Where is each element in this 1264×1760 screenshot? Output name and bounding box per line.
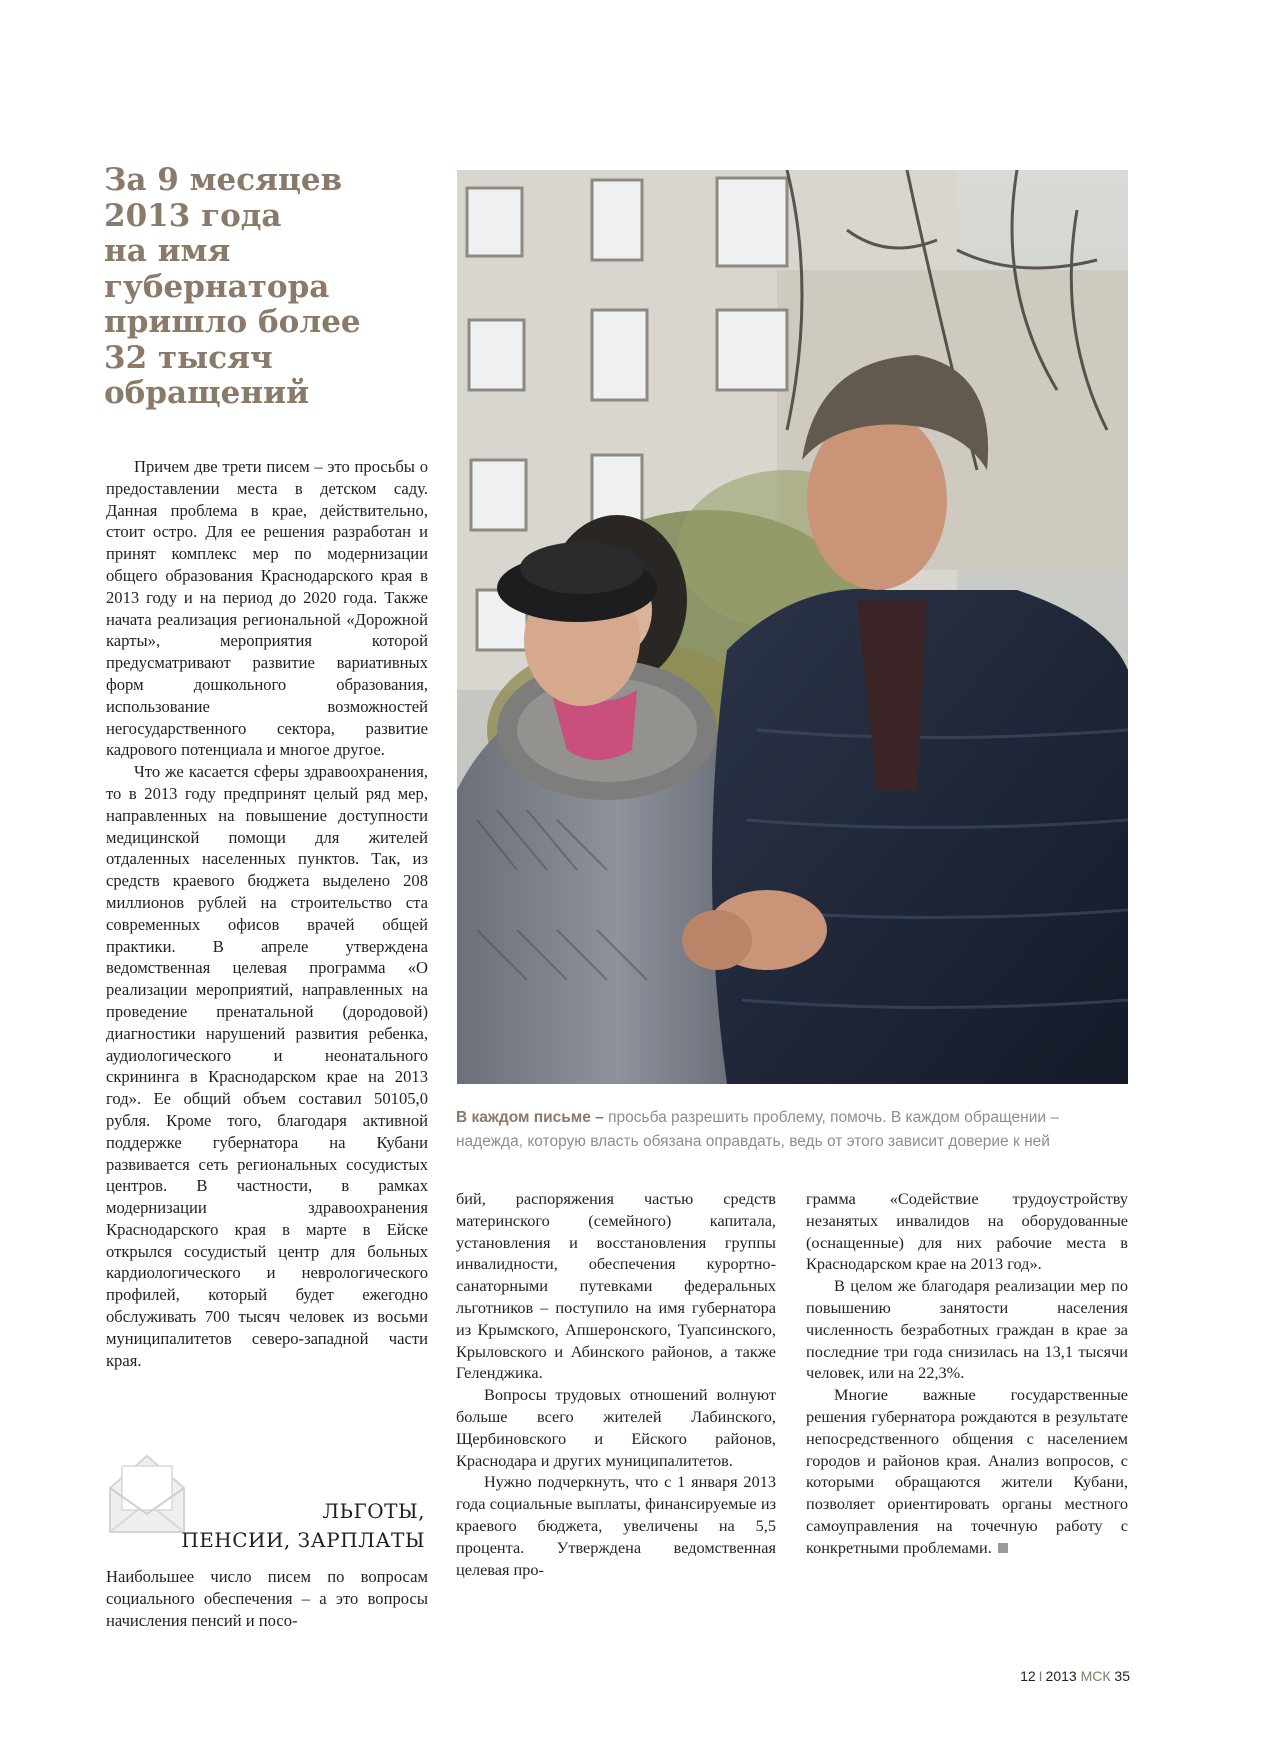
photo-caption <box>456 1106 1128 1154</box>
paragraph: Нужно подчеркнуть, что с 1 января 2013 года социальные выплаты, финансируемые из краевого бюджета, увеличены на 5,5 процента. Утверждена ведомственная целевая про- <box>456 1472 776 1579</box>
paragraph: Вопросы трудовых отношений волнуют больше всего жителей Лабинского, Щербиновского и Ейского районов, Краснодара и других муниципалитетов. <box>456 1385 776 1470</box>
headline-line: За 9 месяцев <box>104 162 343 198</box>
section-heading-line: ПЕНСИИ, ЗАРПЛАТЫ <box>181 1528 425 1552</box>
paragraph: грамма «Содействие трудоустройству незанятых инвалидов на оборудованные (оснащенные) для них рабочие места в Краснодарском крае на 2013 год». <box>806 1189 1128 1274</box>
magazine-name: МСК <box>1080 1668 1111 1684</box>
paragraph: В целом же благодаря реализации мер по повышению занятости населения численность безработных граждан в крае за последние три года снизилась на 13,1 тысячи человек, или на 22,3%. <box>806 1276 1128 1383</box>
paragraph: Что же касается сферы здравоохранения, то в 2013 году предпринят целый ряд мер, направленных на повышение доступности медицинской помощи для жителей отдаленных населенных пунктов. Так, из средств краевого бюджета выделено 208 миллионов рублей на строительство ста современных офисов врачей общей практики. В апреле утверждена ведомственная целевая программа «О реализации мероприятий, направленных на проведение пренатальной (дородовой) диагностики нарушений развития ребенка, аудиологического и неонатального скрининга в Краснодарском крае на 2013 год». Ее общий объем составил 50105,0 рубля. Кроме того, благодаря активной поддержке губернатора на Кубани развивается сеть региональных сосудистых центров. В частности, в рамках модернизации здравоохранения Краснодарского края в марте в Ейске открылся сосудистый центр для больных кардиологического и неврологического профилей, который будет ежегодно обслуживать 700 тысяч человек из восьми муниципалитетов северо-западной части края. <box>106 762 428 1370</box>
caption-text: просьба разрешить проблему, помочь. В каждом обращении – надежда, которую власть обязана оправдать, ведь от этого зависит доверие к ней <box>456 1109 1059 1150</box>
paragraph-text: Многие важные государственные решения губернатора рождаются в результате непосредственного общения с населением городов и районов края. Анализ вопросов, с которыми обращаются жители Кубани, позволяет ориентировать органы местного самоуправления на точечную работу с конкретными проблемами. <box>806 1385 1128 1557</box>
caption-lead: В каждом письме – <box>456 1109 604 1126</box>
paragraph <box>806 1384 1128 1558</box>
paragraph: Наибольшее число писем по вопросам социального обеспечения – а это вопросы начисления пенсий и посо- <box>106 1567 428 1630</box>
end-mark-icon <box>998 1543 1008 1553</box>
headline-line: губернатора <box>104 268 330 305</box>
footer-separator: I <box>1038 1668 1043 1684</box>
section-heading-line: ЛЬГОТЫ, <box>322 1499 425 1523</box>
headline-line: на имя <box>104 233 231 269</box>
photo-illustration <box>457 170 1128 1084</box>
issue-number: 12 <box>1020 1668 1036 1684</box>
paragraph: бий, распоряжения частью средств материнского (семейного) капитала, установления и восстановления группы инвалидности, обеспечения курортно-санаторными путевками федеральных льготников – поступило на имя губернатора из Крымского, Апшеронского, Туапсинского, Крыловского и Абинского районов, а также Геленджика. <box>456 1189 776 1383</box>
page-number: 35 <box>1114 1668 1130 1684</box>
headline-line: обращений <box>104 375 310 411</box>
headline-line: 2013 года <box>104 197 282 234</box>
headline-line: 32 тысяч <box>104 339 273 376</box>
section-heading <box>150 1497 425 1555</box>
headline-line: пришло более <box>104 304 361 340</box>
page-footer <box>1000 1668 1130 1684</box>
article-headline <box>104 163 444 412</box>
issue-year: 2013 <box>1045 1668 1077 1684</box>
governor-photo <box>457 170 1128 1084</box>
paragraph: Причем две трети писем – это просьбы о предоставлении места в детском саду. Данная проблема в крае, действительно, стоит остро. Для ее решения разработан и принят комплекс мер по модернизации общего образования Краснодарского края в 2013 году и на период до 2020 года. Также начата реализация региональной «Дорожной карты», мероприятия которой предусматривают развитие вариативных форм дошкольного образования, использование возможностей негосударственного сектора, развитие кадрового потенциала и многое другое. <box>106 457 428 760</box>
column-middle <box>456 1188 776 1580</box>
column-left-bottom <box>106 1566 428 1631</box>
column-right <box>806 1188 1128 1559</box>
column-left-top <box>106 456 428 1371</box>
